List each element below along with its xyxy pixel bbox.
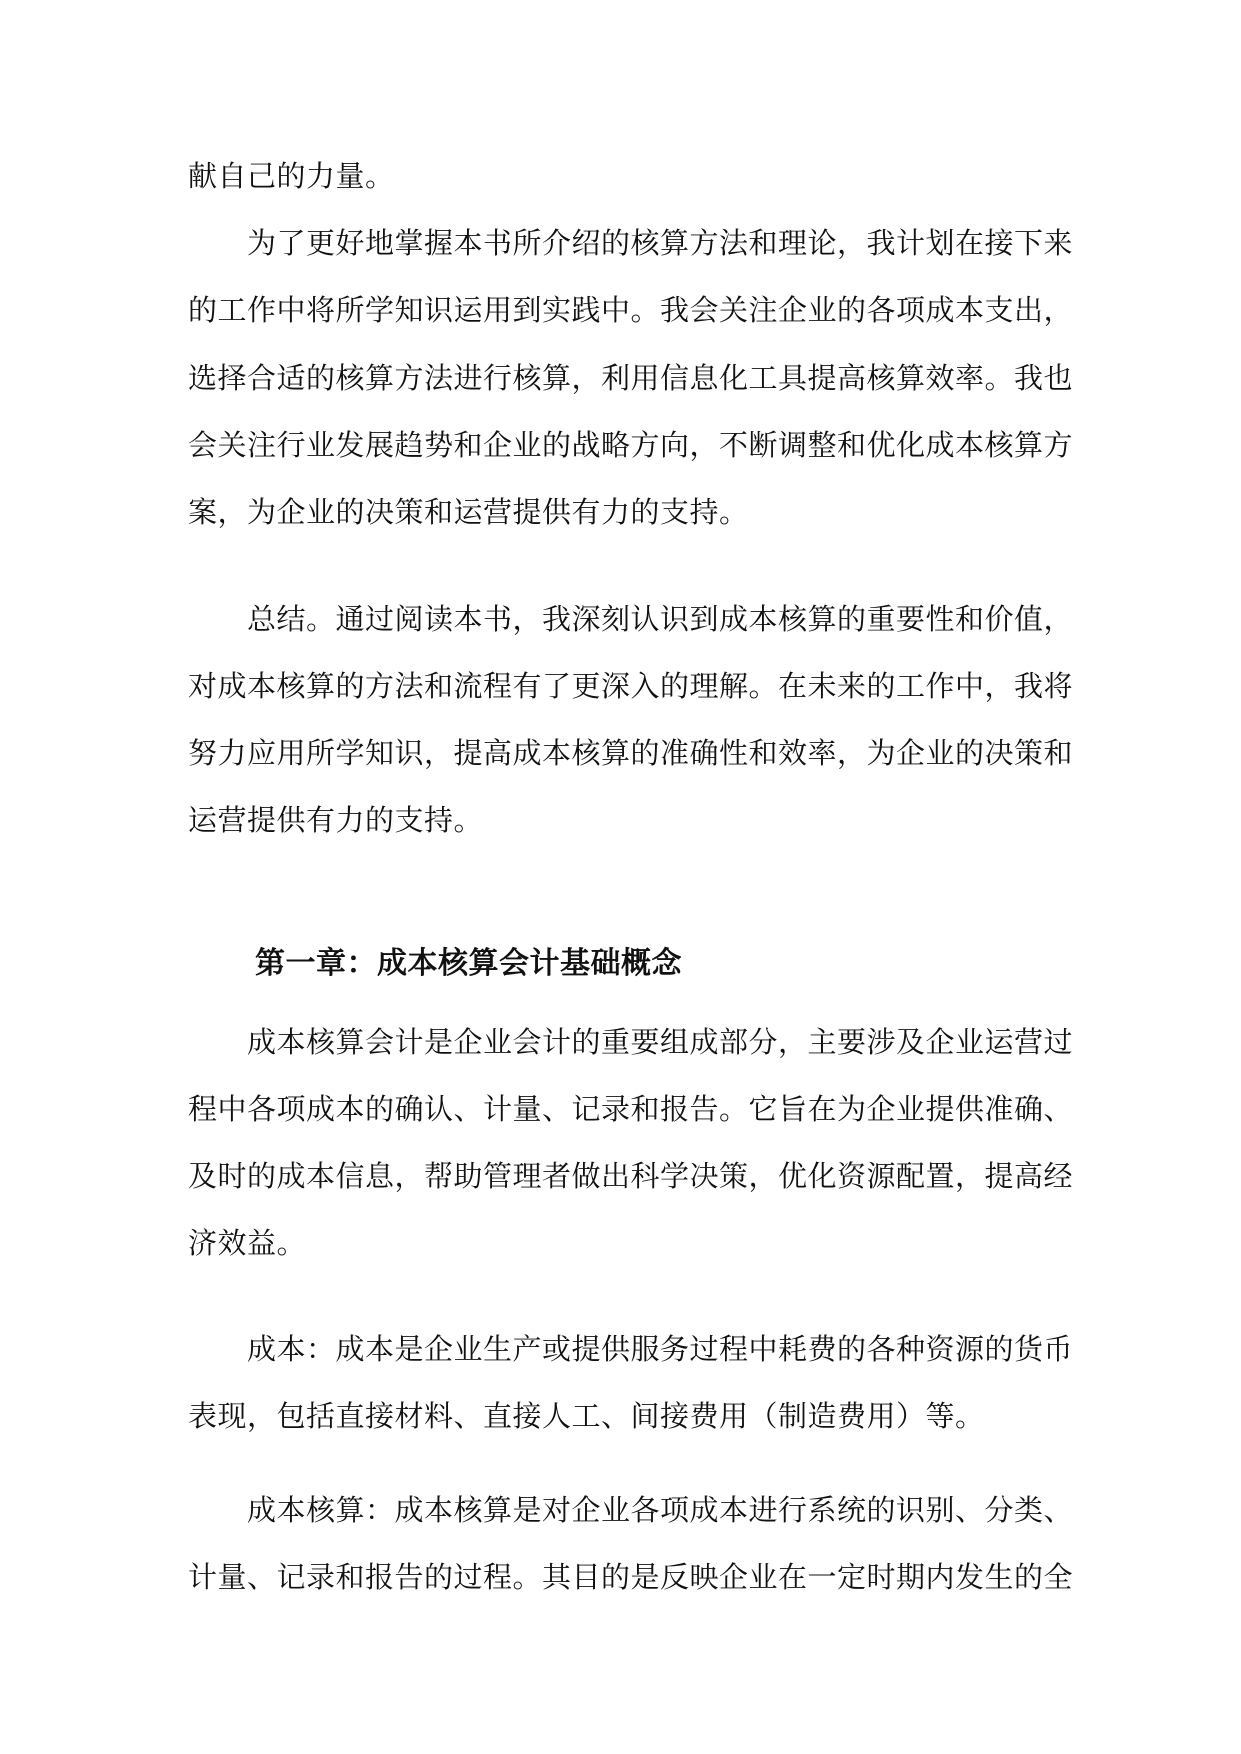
chapter-heading: 第一章：成本核算会计基础概念: [255, 946, 682, 981]
paragraph-line: 会关注行业发展趋势和企业的战略方向，不断调整和优化成本核算方: [188, 428, 1074, 462]
paragraph-line: 表现，包括直接材料、直接人工、间接费用（制造费用）等。: [188, 1399, 985, 1433]
paragraph-line: 献自己的力量。: [188, 159, 395, 193]
paragraph-line: 计量、记录和报告的过程。其目的是反映企业在一定时期内发生的全: [188, 1560, 1074, 1594]
paragraph-line: 的工作中将所学知识运用到实践中。我会关注企业的各项成本支出，: [188, 293, 1074, 327]
paragraph-line: 总结。通过阅读本书，我深刻认识到成本核算的重要性和价值，: [247, 602, 1074, 636]
paragraph-line: 成本核算：成本核算是对企业各项成本进行系统的识别、分类、: [247, 1493, 1074, 1527]
paragraph-line: 努力应用所学知识，提高成本核算的准确性和效率，为企业的决策和: [188, 736, 1074, 770]
paragraph-line: 及时的成本信息，帮助管理者做出科学决策，优化资源配置，提高经: [188, 1159, 1074, 1193]
paragraph-line: 案，为企业的决策和运营提供有力的支持。: [188, 495, 749, 529]
paragraph-line: 成本核算会计是企业会计的重要组成部分，主要涉及企业运营过: [247, 1025, 1074, 1059]
paragraph-line: 运营提供有力的支持。: [188, 803, 484, 837]
paragraph-line: 对成本核算的方法和流程有了更深入的理解。在未来的工作中，我将: [188, 669, 1074, 703]
paragraph-line: 选择合适的核算方法进行核算，利用信息化工具提高核算效率。我也: [188, 361, 1074, 395]
paragraph-line: 为了更好地掌握本书所介绍的核算方法和理论，我计划在接下来: [247, 226, 1074, 260]
paragraph-line: 程中各项成本的确认、计量、记录和报告。它旨在为企业提供准确、: [188, 1092, 1074, 1126]
paragraph-line: 成本：成本是企业生产或提供服务过程中耗费的各种资源的货币: [247, 1332, 1074, 1366]
paragraph-line: 济效益。: [188, 1226, 307, 1260]
